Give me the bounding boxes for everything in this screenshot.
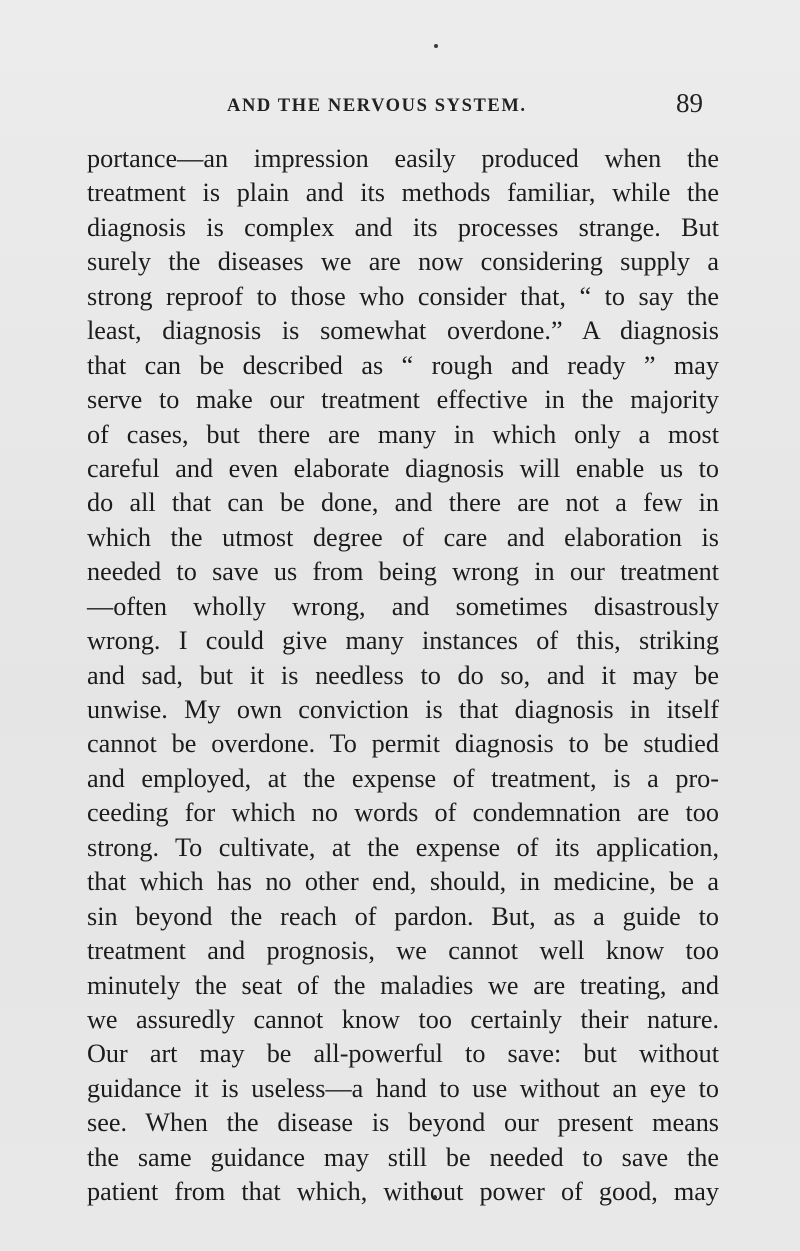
running-head: AND THE NERVOUS SYSTEM. bbox=[227, 96, 527, 116]
text-line: ceeding for which no words of condemnation are too bbox=[87, 798, 719, 828]
text-line: minutely the seat of the maladies we are treating, and bbox=[87, 970, 719, 1000]
page-number: 89 bbox=[676, 88, 703, 118]
text-line: do all that can be done, and there are not a few in bbox=[87, 488, 719, 518]
text-line: and sad, but it is needless to do so, and it may be bbox=[87, 660, 719, 690]
text-line: that can be described as “ rough and ready ” may bbox=[87, 350, 719, 380]
text-line: serve to make our treatment effective in the majority bbox=[87, 385, 719, 415]
text-line: guidance it is useless—a hand to use without an eye to bbox=[87, 1073, 719, 1103]
text-line: diagnosis is complex and its processes strange. But bbox=[87, 212, 719, 242]
text-line: strong. To cultivate, at the expense of its application, bbox=[87, 832, 719, 862]
text-line: least, diagnosis is somewhat overdone.” A diagnosis bbox=[87, 316, 719, 346]
text-line: see. When the disease is beyond our present means bbox=[87, 1108, 719, 1138]
text-line: cannot be overdone. To permit diagnosis to be studied bbox=[87, 729, 719, 759]
text-line: patient from that which, without power of good, may bbox=[87, 1177, 719, 1207]
text-line: Our art may be all-powerful to save: but without bbox=[87, 1039, 719, 1069]
text-line: strong reproof to those who consider that, “ to say the bbox=[87, 281, 719, 311]
ink-speck bbox=[434, 44, 438, 48]
body-text bbox=[87, 142, 719, 1210]
text-line: treatment and prognosis, we cannot well know too bbox=[87, 936, 719, 966]
text-line: we assuredly cannot know too certainly their nature. bbox=[87, 1004, 719, 1034]
text-line: treatment is plain and its methods familiar, while the bbox=[87, 178, 719, 208]
text-line: which the utmost degree of care and elaboration is bbox=[87, 522, 719, 552]
text-line: sin beyond the reach of pardon. But, as a guide to bbox=[87, 901, 719, 931]
text-line: portance—an impression easily produced when the bbox=[87, 144, 719, 173]
page-header bbox=[0, 88, 800, 128]
text-line: wrong. I could give many instances of this, striking bbox=[87, 626, 719, 656]
text-line: and employed, at the expense of treatment, is a pro- bbox=[87, 763, 719, 793]
text-line: surely the diseases we are now considering supply a bbox=[87, 247, 719, 277]
text-line: of cases, but there are many in which only a most bbox=[87, 419, 719, 449]
text-line: unwise. My own conviction is that diagnosis in itself bbox=[87, 695, 719, 724]
text-line: that which has no other end, should, in medicine, be a bbox=[87, 867, 719, 897]
text-line: careful and even elaborate diagnosis will enable us to bbox=[87, 453, 719, 483]
text-line: the same guidance may still be needed to save the bbox=[87, 1142, 719, 1172]
text-line: needed to save us from being wrong in our treatment bbox=[87, 557, 719, 587]
text-line: —often wholly wrong, and sometimes disastrously bbox=[87, 591, 719, 621]
